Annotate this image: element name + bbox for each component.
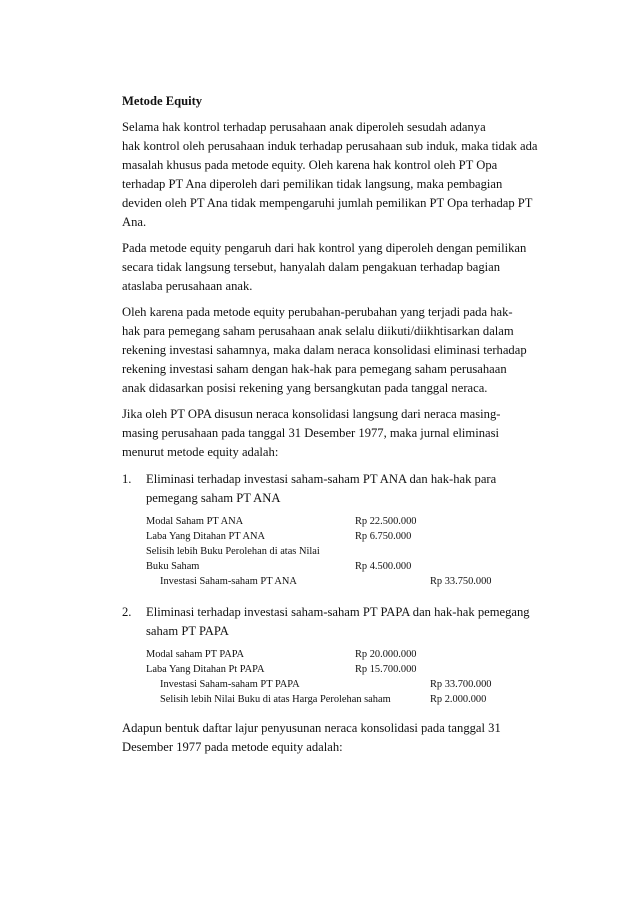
list-item-line: saham PT PAPA — [146, 624, 229, 638]
account-name: Laba Yang Ditahan Pt PAPA — [146, 664, 265, 675]
text-line: ataslaba perusahaan anak. — [122, 279, 253, 293]
account-name: Selisih lebih Nilai Buku di atas Harga Perolehan saham — [160, 694, 391, 705]
text-line: rekening investasi saham dengan hak-hak para pemegang saham perusahaan — [122, 362, 507, 376]
list-item-line: pemegang saham PT ANA — [146, 491, 281, 505]
list-item-line — [122, 603, 530, 622]
debit-amount: Rp 4.500.000 — [355, 561, 412, 572]
section-heading: Metode Equity — [122, 94, 203, 108]
text-line: masalah khusus pada metode equity. Oleh karena hak kontrol oleh PT Opa — [122, 158, 498, 172]
text-line: terhadap PT Ana diperoleh dari pemilikan tidak langsung, maka pembagian — [122, 177, 503, 191]
credit-amount: Rp 2.000.000 — [430, 694, 487, 705]
text-line: Jika oleh PT OPA disusun neraca konsolidasi langsung dari neraca masing- — [122, 407, 501, 421]
text-line: anak didasarkan posisi rekening yang bersangkutan pada tanggal neraca. — [122, 381, 488, 395]
text-line: hak para pemegang saham perusahaan anak selalu diikuti/diikhtisarkan dalam — [122, 324, 514, 338]
text-line: hak kontrol oleh perusahaan induk terhadap perusahaan sub induk, maka tidak ada — [122, 139, 538, 153]
list-number: 2. — [122, 605, 132, 619]
account-name: Laba Yang Ditahan PT ANA — [146, 531, 266, 542]
text-line: rekening investasi sahamnya, maka dalam neraca konsolidasi eliminasi terhadap — [122, 343, 527, 357]
credit-amount: Rp 33.750.000 — [430, 576, 492, 587]
account-name: Investasi Saham-saham PT ANA — [160, 576, 297, 587]
debit-amount: Rp 15.700.000 — [355, 664, 417, 675]
text-line: menurut metode equity adalah: — [122, 445, 279, 459]
text-line: deviden oleh PT Ana tidak mempengaruhi jumlah pemilikan PT Opa terhadap PT — [122, 196, 533, 210]
debit-amount: Rp 20.000.000 — [355, 649, 417, 660]
text-line: masing perusahaan pada tanggal 31 Desember 1977, maka jurnal eliminasi — [122, 426, 499, 440]
account-name: Selisih lebih Buku Perolehan di atas Nilai — [146, 546, 320, 557]
debit-amount: Rp 6.750.000 — [355, 531, 412, 542]
list-number: 1. — [122, 472, 132, 486]
account-name: Modal Saham PT ANA — [146, 516, 244, 527]
account-name: Modal saham PT PAPA — [146, 649, 245, 660]
list-text: Eliminasi terhadap investasi saham-saham PT PAPA dan hak-hak pemegang — [146, 605, 530, 619]
list-item-line — [122, 470, 496, 489]
text-line: Desember 1977 pada metode equity adalah: — [122, 740, 343, 754]
debit-amount: Rp 22.500.000 — [355, 516, 417, 527]
credit-amount: Rp 33.700.000 — [430, 679, 492, 690]
text-line: secara tidak langsung tersebut, hanyalah dalam pengakuan terhadap bagian — [122, 260, 501, 274]
account-name: Buku Saham — [146, 561, 200, 572]
text-line: Adapun bentuk daftar lajur penyusunan neraca konsolidasi pada tanggal 31 — [122, 721, 501, 735]
account-name: Investasi Saham-saham PT PAPA — [160, 679, 300, 690]
text-line: Ana. — [122, 215, 147, 229]
text-line: Oleh karena pada metode equity perubahan-perubahan yang terjadi pada hak- — [122, 305, 513, 319]
text-line: Selama hak kontrol terhadap perusahaan anak diperoleh sesudah adanya — [122, 120, 486, 134]
list-text: Eliminasi terhadap investasi saham-saham PT ANA dan hak-hak para — [146, 472, 497, 486]
text-line: Pada metode equity pengaruh dari hak kontrol yang diperoleh dengan pemilikan — [122, 241, 527, 255]
